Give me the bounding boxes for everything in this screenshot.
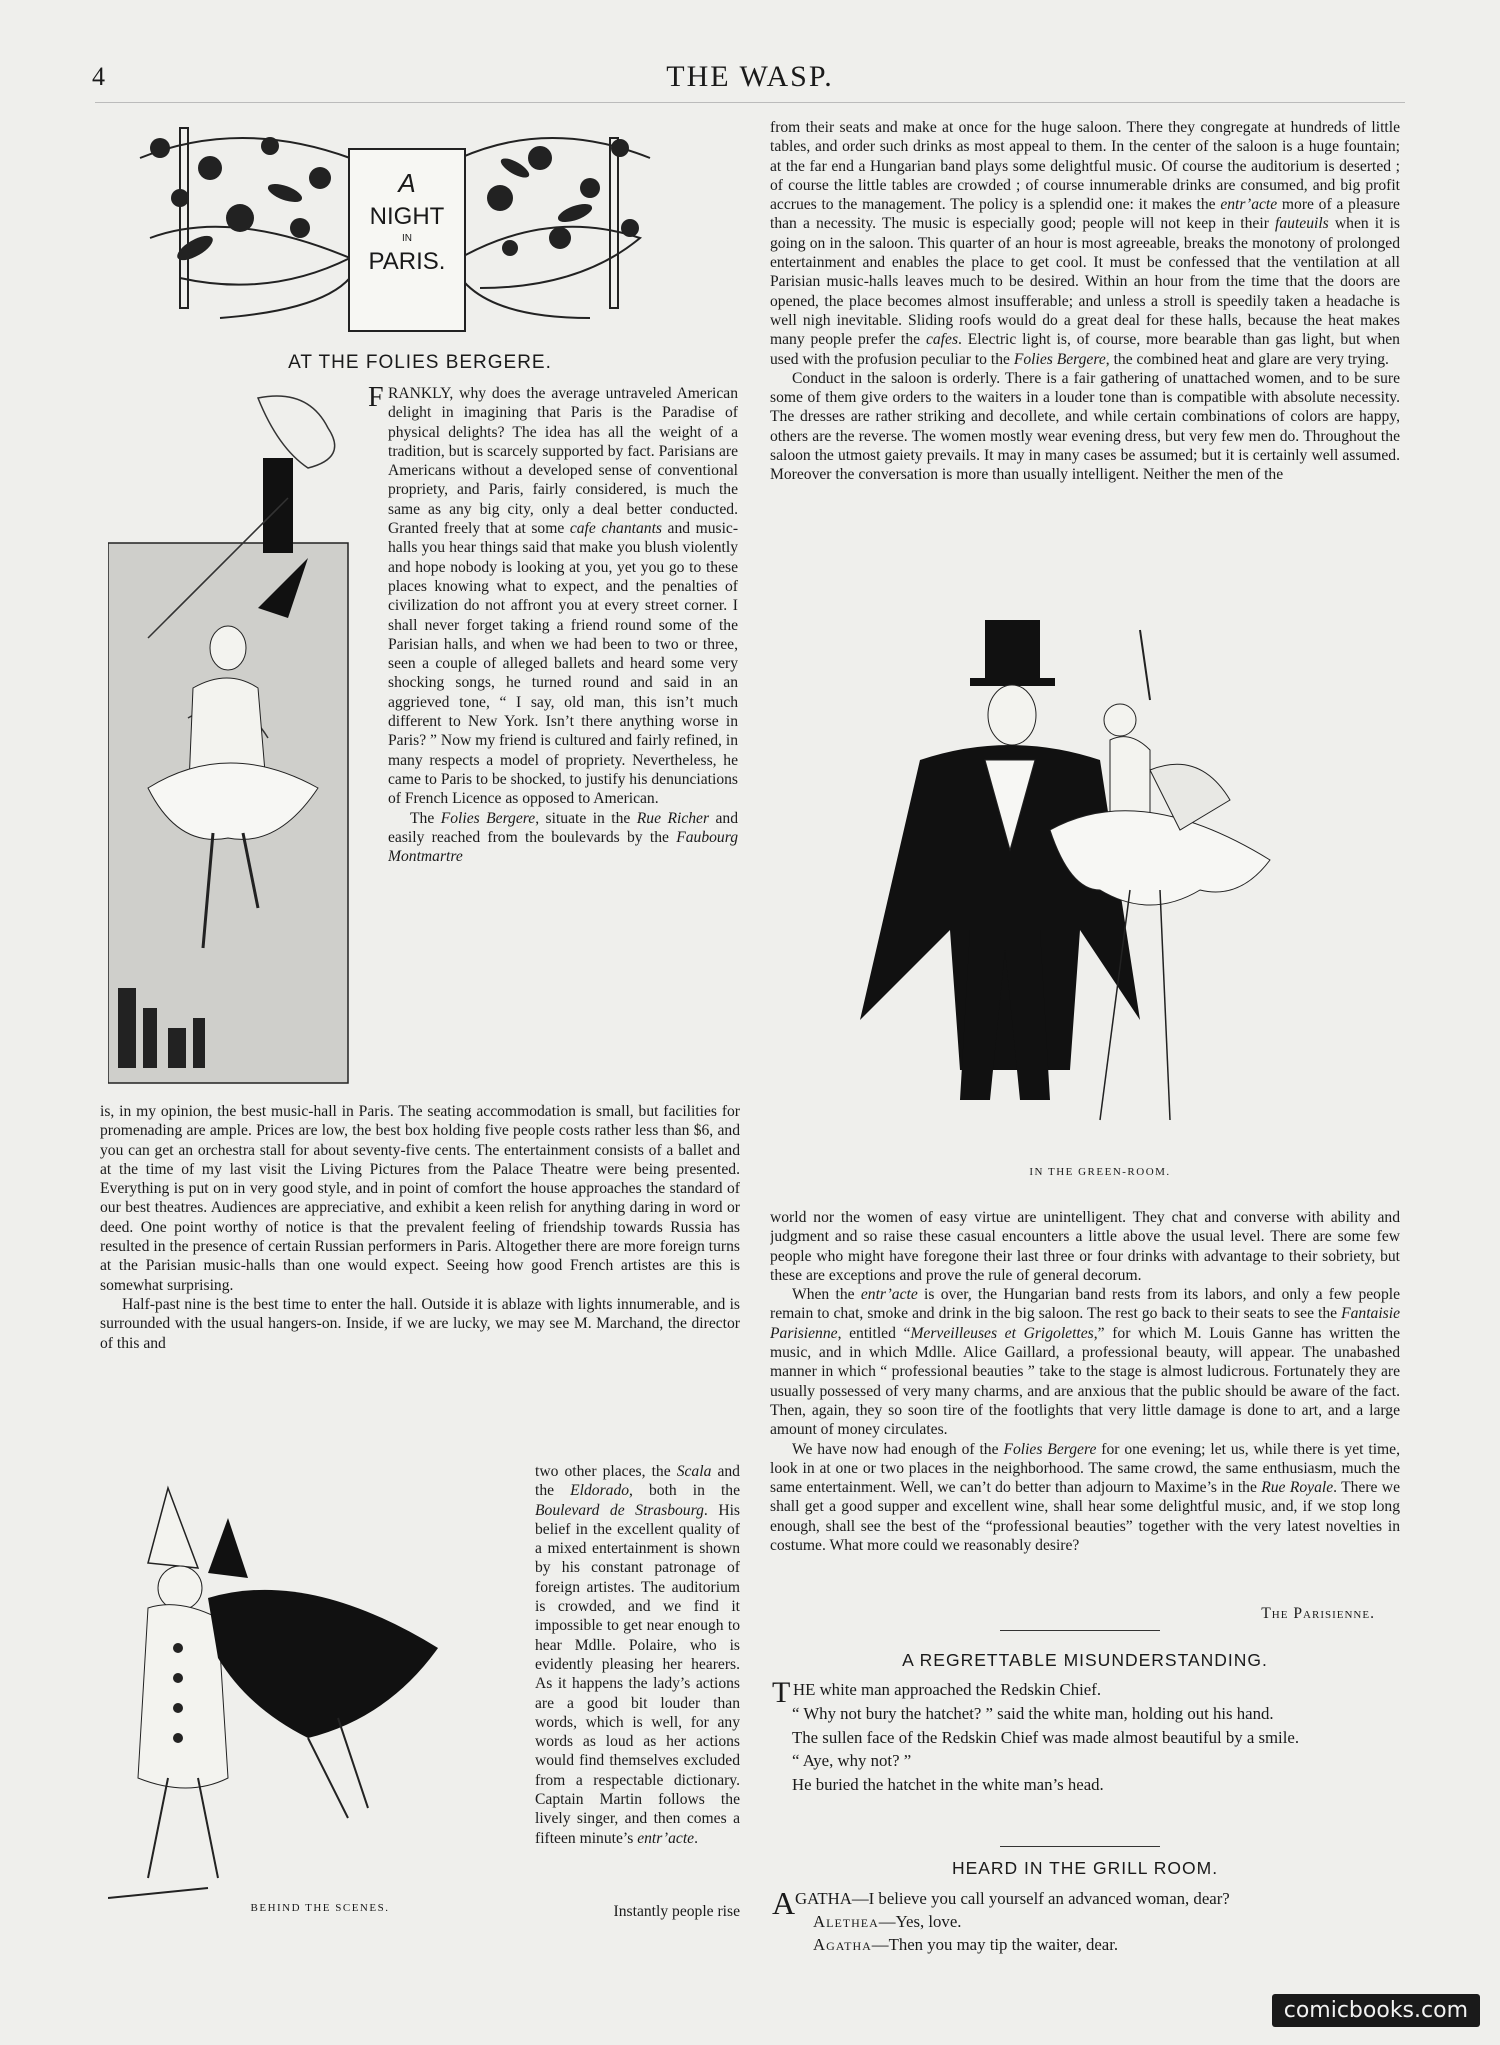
article3-body (795, 1887, 1395, 1956)
divider-rule (1000, 1846, 1160, 1847)
article1-world-paragraph: world nor the women of easy virtue are unintelligent. They chat and converse with ability and judgment and so raise these casual encounters a little above the usual level. There are some few people who might have foregone their last three or four drinks with advantage to their sobriety, but these are exceptions and prove the rule of general decorum. (770, 1209, 1400, 1284)
speaker-alethea: Alethea (813, 1912, 879, 1931)
sign-line-paris: PARIS. (368, 248, 446, 275)
text-frag: and the (535, 1463, 740, 1500)
article1-continued-line: Instantly people rise (613, 1903, 740, 1920)
term-boulevard: Boulevard de Strasbourg (535, 1501, 704, 1519)
sign-line-a: A (398, 168, 416, 198)
publication-title: THE WASP. (666, 60, 834, 93)
term-cafes: cafes (925, 331, 959, 349)
article2-line3: The sullen face of the Redskin Chief was made almost beautiful by a smile. (792, 1727, 1300, 1747)
drop-cap-t: T (772, 1676, 791, 1709)
article1-intro-a: RANKLY, why does the average untraveled American delight in imagining that Paris is the Paradise of physical delights? The idea has all the weight of a tradition, but is scarcely supported by fact. Parisians are Americans without a developed sense of conventional propriety, and Paris, fairly considered, is much the same as any big city, only a deal better conducted. Granted freely that at some (388, 385, 738, 538)
text-frag: more of a pleasure than a necessity. The music is especially good; people will not keep in their (770, 196, 1400, 233)
pierrot-couple-illustration (108, 1478, 520, 1908)
text-frag: We have now had enough of the (792, 1440, 999, 1458)
drop-cap-f: F (368, 382, 384, 413)
article2-body (793, 1678, 1403, 1702)
article2-line5: He buried the hatchet in the white man’s head. (792, 1774, 1104, 1794)
divider-rule (1000, 1630, 1160, 1631)
text-frag: , both in the (629, 1482, 740, 1500)
article1-entracte-over-paragraph (770, 1285, 1400, 1439)
term-entracte: entr’acte (860, 1286, 918, 1304)
term-scala: Scala (676, 1463, 712, 1480)
article1-column1-mid (100, 1102, 740, 1462)
text-frag: is over, the Hungarian band rests from its labors, and only a few people remain to chat, smoke and drink in the big saloon. The rest go back to their seats to see the (770, 1286, 1400, 1323)
article1-signature: The Parisienne. (1261, 1605, 1375, 1622)
term-rue-royale: Rue Royale (1261, 1479, 1334, 1497)
text-frag: . (694, 1829, 698, 1847)
article2-line1: HE white man approached the Redskin Chief. (793, 1680, 1102, 1699)
term-entracte: entr’acte (637, 1829, 695, 1847)
term-fauteuils: fauteuils (1275, 215, 1329, 233)
article3-line3 (795, 1933, 1395, 1956)
text-frag: from their seats and make at once for the huge saloon. There they congregate at hundreds of little tables, and order such drinks as most appeal to them. In the center of the saloon is a huge fountain; at the far end a Hungarian band plays some delightful music. Of course the auditorium is deserted ; of course the little tables are crowded ; of course innumerable drinks are consumed, and big profit accrues to the management. The policy is a splendid one: it makes the (770, 119, 1400, 214)
article3-heading: HEARD IN THE GRILL ROOM. (951, 1858, 1219, 1878)
article2-line4: “ Aye, why not? ” (792, 1751, 912, 1770)
article1-folies-paragraph-start (388, 809, 738, 867)
article1-closing-paragraph (770, 1440, 1400, 1556)
term-merveilleuses: Merveilleuses et Grigolettes (910, 1324, 1094, 1342)
article1-marchand-paragraph (535, 1462, 740, 1848)
sign-line-in: IN (402, 233, 412, 244)
green-room-illustration (820, 600, 1380, 1155)
text-frag: —Then you may tip the waiter, dear. (871, 1935, 1119, 1954)
term-entracte: entr’acte (1220, 196, 1278, 214)
title-sign (348, 148, 466, 332)
article1-half-past-nine: Half-past nine is the best time to enter the hall. Outside it is ablaze with lights innumerable, and is surrounded with the usual hangers-on. Inside, if we are lucky, we may see M. Marchand, the director of this and (100, 1295, 740, 1352)
article1-saloon-paragraph (770, 118, 1400, 369)
article1-intro-b: and music-halls you hear things said that make you blush violently and hope nobody is looking at you, yet you go to these places knowing what to expect, and the penalties of civilization do not affront you at every street corner. I shall never forget taking a friend round some of the Parisian halls, and when we had been to two or three, seen a couple of alleged ballets and heard some very shocking songs, he turned round and said in an aggrieved tone, “ I say, old man, this isn’t much different to New York. Isn’t there anything worse in Paris? ” Now my friend is cultured and fairly refined, in many respects a model of propriety. Nevertheless, he came to Paris to be shocked, to justify his denunciations of French Licence as opposed to American. (388, 520, 738, 808)
text-frag: . Electric light is, of course, more bearable than gas light, but when used with the profusion peculiar to the (770, 331, 1400, 368)
term-folies: Folies Bergere (1013, 350, 1106, 368)
text-frag: . His belief in the excellent quality of a mixed entertainment is shown by his constant patronage of foreign artistes. The auditorium is crowded, and we find it impossible to get near enough to hear Mdlle. Polaire, who is evidently pleasing her hearers. As it happens the lady’s actions are a good bit louder than words, which is well, for any words as loud as her actions would find themselves excluded from a respectable dictionary. Captain Martin follows the lively singer, and then comes a fifteen minute’s (535, 1501, 740, 1847)
term-cafe-chantants: cafe chantants (569, 520, 662, 538)
article3-line2 (795, 1910, 1395, 1933)
header-rule (95, 102, 1405, 103)
article1-column1-top (388, 384, 738, 1099)
page-number: 4 (92, 62, 105, 91)
caption-behind-the-scenes: BEHIND THE SCENES. (250, 1902, 390, 1914)
sign-line-night: NIGHT (369, 203, 445, 230)
article2-body-rest (770, 1702, 1403, 1796)
article-heading-folies: AT THE FOLIES BERGERE. (288, 352, 552, 373)
text-frag: , entitled “ (837, 1324, 911, 1342)
term-fantaisie: Fantaisie Parisienne (770, 1305, 1400, 1342)
ballet-dancer-illustration (108, 388, 363, 1088)
text-frag: , the combined heat and glare are very trying. (1105, 350, 1389, 368)
text-frag: for one evening; let us, while there is yet time, look in at one or two places in the neighborhood. The same crowd, the same enthusiasm, much the same entertainment. Well, we can’t do better than adjourn to Maxime’s in the (770, 1440, 1400, 1497)
article2-line2: “ Why not bury the hatchet? ” said the white man, holding out his hand. (792, 1704, 1274, 1723)
drop-cap-a: A (772, 1885, 796, 1921)
speaker-agatha: Agatha (813, 1935, 872, 1954)
term-folies: Folies Bergere (440, 809, 536, 827)
text-frag: two other places, the (535, 1463, 671, 1480)
article1-conduct-paragraph: Conduct in the saloon is orderly. There is a fair gathering of unattached women, and to be sure some of them give orders to the waiters in a louder tone than is compatible with absolute necessity. The dresses are rather striking and decollete, and while certain combinations of colors are happy, others are the reverse. The women mostly wear evening dress, but very few men do. Throughout the saloon the utmost gaiety prevails. It may in many cases be assumed; but it is certainly well assumed. Moreover the conversation is more than usually intelligent. Neither the men of the (770, 369, 1400, 484)
article1-column2-bottom (770, 1208, 1400, 1598)
text-frag: and easily reached from the boulevards by the (388, 809, 738, 846)
article3-line1: GATHA—I believe you call yourself an advanced woman, dear? (795, 1889, 1230, 1908)
watermark-badge: comicbooks.com (1272, 1994, 1480, 2027)
article1-folies-paragraph-end: is, in my opinion, the best music-hall in Paris. The seating accommodation is small, but facilities for promenading are ample. Prices are low, the best box holding five people costs rather less than $6, and you can get an orchestra stall for about seventy-five cents. The entertainment consists of a ballet and at the time of my last visit the Living Pictures from the Palace Theatre were being presented. Everything is put on in very good style, and in point of comfort the house approaches the standard of our best theatres. Audiences are appreciative, and exhibit a keen relish for anything daring in word or deed. One point worthy of notice is that the prevalent feeling of friendship towards Russia has resulted in the presence of certain Russian performers in Paris. Altogether there are more foreign turns at the Parisian music-halls than one would expect. Seeing how good French artistes are this is somewhat surprising. (100, 1103, 740, 1294)
term-eldorado: Eldorado (570, 1482, 630, 1500)
term-rue-richer: Rue Richer (636, 809, 710, 827)
caption-green-room: IN THE GREEN-ROOM. (1029, 1166, 1171, 1178)
text-frag: —Yes, love. (878, 1912, 962, 1931)
text-frag: , situate in the (535, 809, 631, 827)
article2-heading: A REGRETTABLE MISUNDERSTANDING. (902, 1650, 1268, 1670)
article1-column2-top (770, 118, 1400, 588)
text-frag: when it is going on in the saloon. This quarter of an hour is most agreeable, breaks the monotony of prolonged entertainment and enables the place to get cool. It must be confessed that the ventilation at all Parisian music-halls leaves much to be desired. Within an hour from the time that the doors are opened, the place becomes almost insufferable; and unless a stroll is speedily taken a headache is well nigh inevitable. Sliding roofs would do a great deal for these halls, because the heat makes many people prefer the (770, 215, 1400, 349)
text-frag: When the (792, 1286, 855, 1304)
article1-intro-paragraph (388, 384, 738, 809)
term-folies: Folies Bergere (1003, 1440, 1097, 1458)
text-frag: The (410, 809, 435, 827)
article1-column1-narrow-bottom (535, 1462, 740, 1902)
term-faubourg: Faubourg Montmartre (388, 828, 738, 866)
text-frag: ,” for which M. Louis Ganne has written the music, and in which Mdlle. Alice Gaillard, a professional beauty, will appear. The unabashed manner in which “ professional beauties ” take to the stage is almost ludicrous. Fortunately they are usually possessed of very many charms, and are anxious that the public should be aware of the fact. Then, again, they so soon tire of the footlights that very little damage is done to art, and a large amount of money circulates. (770, 1324, 1400, 1439)
text-frag: . There we shall get a good supper and excellent wine, shall hear some delightful music, and, if we stop long enough, shall see the best of the “professional beauties” together with the very latest novelties in costume. What more could we reasonably desire? (770, 1479, 1400, 1555)
